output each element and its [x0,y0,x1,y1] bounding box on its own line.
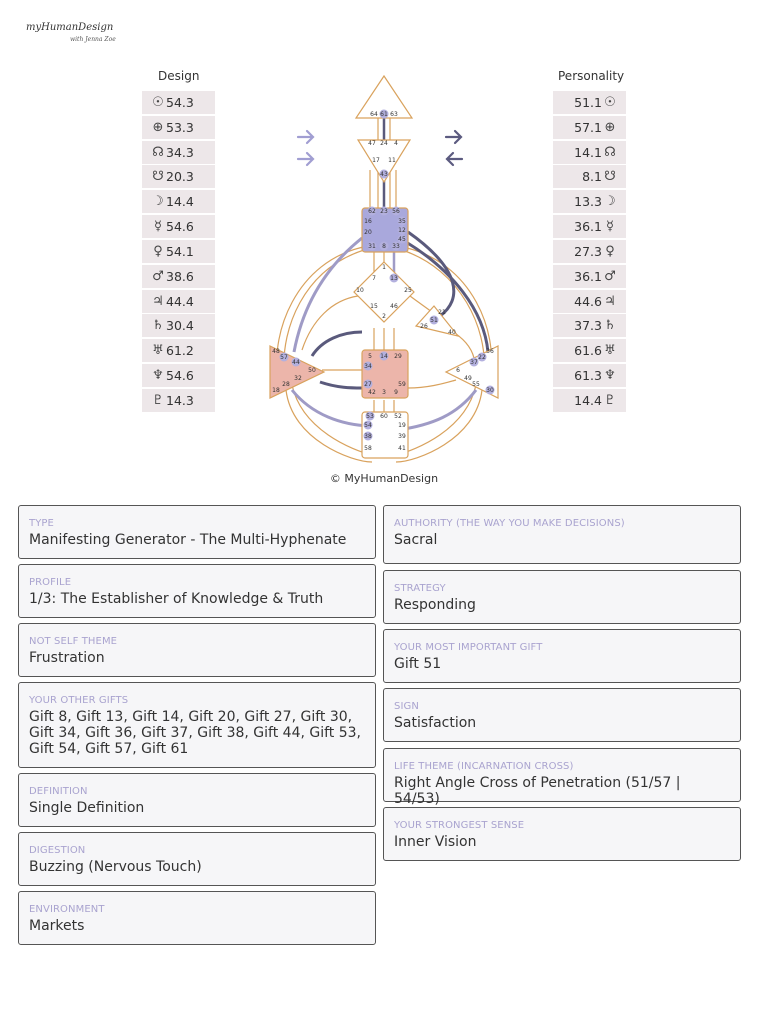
gate-label-22: 22 [478,354,486,361]
planet-gate-value: 61.6 [574,343,602,359]
gate-label-47: 47 [368,140,376,147]
planet-gate-value: 44.6 [574,293,602,309]
gate-label-37: 37 [470,359,478,366]
gate-label-6: 6 [456,367,460,374]
gate-label-27: 27 [364,381,372,388]
card-value: Sacral [394,532,438,548]
jupiter-icon: ♃ [604,293,616,309]
south-node-icon: ☋ [152,169,164,185]
gate-label-4: 4 [394,140,398,147]
planet-gate-value: 36.1 [574,268,602,284]
design-planet-row [142,91,215,114]
card-environment [18,891,376,945]
planet-gate-value: 53.3 [166,119,194,135]
card-value: Manifesting Generator - The Multi-Hyphenate [29,532,347,548]
moon-icon: ☽ [604,194,616,210]
logo-wordmark: myHumanDesign [26,22,114,33]
moon-icon: ☽ [152,194,164,210]
personality-planet-row [553,314,626,337]
gate-label-51: 51 [430,317,438,324]
card-label: AUTHORITY (THE WAY YOU MAKE DECISIONS) [394,518,625,529]
gate-label-18: 18 [272,387,280,394]
gate-label-3: 3 [382,389,386,396]
gate-label-50: 50 [308,367,316,374]
card-value: Right Angle Cross of Penetration (51/57 | 54/53) [394,775,681,807]
gate-label-16: 16 [364,218,372,225]
planet-gate-value: 44.4 [166,293,194,309]
gate-label-63: 63 [390,111,398,118]
channel-active [320,382,362,388]
gate-label-23: 23 [380,208,388,215]
card-label: DIGESTION [29,845,86,856]
card-value: Satisfaction [394,715,477,731]
channel-active [398,390,476,430]
personality-planet-row [553,240,626,263]
gate-label-45: 45 [398,236,406,243]
card-value: Frustration [29,650,105,666]
saturn-icon: ♄ [152,318,164,334]
card-label: LIFE THEME (INCARNATION CROSS) [394,761,574,772]
card-label: TYPE [29,518,54,529]
neptune-icon: ♆ [604,368,616,384]
design-planet-row [142,190,215,213]
card-type [18,505,376,559]
card-value: Gift 8, Gift 13, Gift 14, Gift 20, Gift 27, Gift 30, Gift 34, Gift 36, Gift 37, Gift 38, Gift 44, Gift 53, Gift 54, Gift 57, Gift 61 [29,709,362,757]
mercury-icon: ☿ [606,219,614,235]
card-authority [383,505,741,564]
gate-label-53: 53 [366,413,374,420]
design-planet-row [142,364,215,387]
channel-outline [277,246,368,370]
personality-planet-list [553,91,626,414]
gate-label-38: 38 [364,433,372,440]
design-planet-row [142,116,215,139]
gate-label-1: 1 [382,264,386,271]
gate-label-58: 58 [364,445,372,452]
card-value: 1/3: The Establisher of Knowledge & Truth [29,591,324,607]
gate-label-28: 28 [282,381,290,388]
design-planet-row [142,389,215,412]
card-label: ENVIRONMENT [29,904,105,915]
gate-label-21: 21 [438,309,446,316]
personality-planet-row [553,265,626,288]
planet-gate-value: 14.4 [574,392,602,408]
card-value: Markets [29,918,85,934]
card-label: STRATEGY [394,583,446,594]
pluto-icon: ♇ [604,392,616,408]
gate-label-13: 13 [390,275,398,282]
gate-label-62: 62 [368,208,376,215]
mars-icon: ♂ [152,268,164,284]
personality-planet-row [553,190,626,213]
uranus-icon: ♅ [604,343,616,359]
card-strategy [383,570,741,624]
earth-icon: ⊕ [152,119,164,135]
gate-label-20: 20 [364,229,372,236]
card-definition [18,773,376,827]
gate-label-29: 29 [394,353,402,360]
gate-label-24: 24 [380,140,388,147]
card-value: Buzzing (Nervous Touch) [29,859,202,875]
sun-icon: ☉ [604,95,616,110]
planet-gate-value: 51.1 [574,95,602,110]
card-value: Gift 51 [394,656,442,672]
gate-label-55: 55 [472,381,480,388]
planet-gate-value: 20.3 [166,169,194,185]
copyright-text: © MyHumanDesign [329,472,439,485]
card-value: Single Definition [29,800,145,816]
personality-planet-row [553,389,626,412]
planet-gate-value: 54.6 [166,368,194,384]
personality-column-title: Personality [558,69,625,83]
personality-planet-row [553,116,626,139]
design-planet-row [142,290,215,313]
planet-gate-value: 27.3 [574,243,602,259]
design-planet-row [142,240,215,263]
pluto-icon: ♇ [152,392,164,408]
card-label: YOUR MOST IMPORTANT GIFT [394,642,543,653]
gate-label-9: 9 [394,389,398,396]
design-planet-row [142,314,215,337]
gate-label-44: 44 [292,359,300,366]
card-most-important-gift [383,629,741,683]
mercury-icon: ☿ [154,219,162,235]
earth-icon: ⊕ [604,119,616,135]
gate-label-61: 61 [380,111,388,118]
saturn-icon: ♄ [604,318,616,334]
neptune-icon: ♆ [152,368,164,384]
gate-label-43: 43 [380,171,388,178]
planet-gate-value: 34.3 [166,144,194,160]
gate-label-2: 2 [382,313,386,320]
gate-label-57: 57 [280,354,288,361]
card-profile [18,564,376,618]
gate-label-25: 25 [404,287,412,294]
personality-planet-row [553,215,626,238]
gate-label-52: 52 [394,413,402,420]
gate-label-48: 48 [272,348,280,355]
gate-label-32: 32 [294,375,302,382]
channel-active [292,390,370,426]
gate-label-41: 41 [398,445,406,452]
bodygraph-chart [262,70,506,466]
design-planet-row [142,265,215,288]
design-planet-row [142,215,215,238]
card-label: DEFINITION [29,786,88,797]
planet-gate-value: 61.2 [166,343,194,359]
gate-label-10: 10 [356,287,364,294]
gate-label-40: 40 [448,329,456,336]
planet-gate-value: 61.3 [574,368,602,384]
gate-label-59: 59 [398,381,406,388]
design-planet-row [142,165,215,188]
personality-planet-row [553,91,626,114]
gate-label-14: 14 [380,353,388,360]
gate-label-19: 19 [398,422,406,429]
card-sign [383,688,741,742]
gate-label-54: 54 [364,422,372,429]
personality-planet-row [553,165,626,188]
planet-gate-value: 54.1 [166,243,194,259]
planet-gate-value: 13.3 [574,194,602,210]
design-column-title: Design [158,69,200,83]
planet-gate-value: 8.1 [582,169,602,185]
channel-active [406,242,488,352]
sun-icon: ☉ [152,95,164,110]
north-node-icon: ☊ [152,144,164,160]
personality-planet-row [553,339,626,362]
logo-tagline: with Jenna Zoe [70,36,116,43]
card-value: Responding [394,597,476,613]
design-planet-row [142,339,215,362]
planet-gate-value: 54.3 [166,95,194,110]
gate-label-8: 8 [382,243,386,250]
south-node-icon: ☋ [604,169,616,185]
personality-planet-row [553,364,626,387]
personality-planet-row [553,290,626,313]
planet-gate-value: 54.6 [166,219,194,235]
gate-label-33: 33 [392,243,400,250]
gate-label-60: 60 [380,413,388,420]
card-label: YOUR STRONGEST SENSE [394,820,525,831]
channel-outline [284,250,364,370]
gate-label-35: 35 [398,218,406,225]
jupiter-icon: ♃ [152,293,164,309]
gate-label-11: 11 [388,157,396,164]
card-label: NOT SELF THEME [29,636,118,647]
gate-label-12: 12 [398,227,406,234]
planet-gate-value: 36.1 [574,219,602,235]
card-not-self-theme [18,623,376,677]
personality-planet-row [553,141,626,164]
gate-label-42: 42 [368,389,376,396]
gate-label-34: 34 [364,363,372,370]
planet-gate-value: 57.1 [574,119,602,135]
gate-label-49: 49 [464,375,472,382]
north-node-icon: ☊ [604,144,616,160]
design-planet-row [142,141,215,164]
gate-label-46: 46 [390,303,398,310]
venus-icon: ♀ [153,243,163,259]
design-planet-list [142,91,215,414]
planet-gate-value: 38.6 [166,268,194,284]
gate-label-5: 5 [368,353,372,360]
card-other-gifts [18,682,376,768]
mars-icon: ♂ [604,268,616,284]
planet-gate-value: 30.4 [166,318,194,334]
gate-label-26: 26 [420,323,428,330]
gate-label-7: 7 [372,275,376,282]
card-digestion [18,832,376,886]
planet-gate-value: 14.3 [166,392,194,408]
gate-label-31: 31 [368,243,376,250]
channel-active [312,332,362,356]
planet-gate-value: 37.3 [574,318,602,334]
card-strongest-sense [383,807,741,861]
venus-icon: ♀ [605,243,615,259]
gate-label-39: 39 [398,433,406,440]
gate-label-56: 56 [392,208,400,215]
gate-label-15: 15 [370,303,378,310]
card-label: PROFILE [29,577,72,588]
planet-gate-value: 14.1 [574,144,602,160]
card-value: Inner Vision [394,834,477,850]
uranus-icon: ♅ [152,343,164,359]
card-label: SIGN [394,701,419,712]
gate-label-64: 64 [370,111,378,118]
gate-label-36: 36 [486,348,494,355]
planet-gate-value: 14.4 [166,194,194,210]
brand-logo [26,22,136,48]
card-life-theme [383,748,741,807]
card-label: YOUR OTHER GIFTS [29,695,129,706]
gate-label-30: 30 [486,387,494,394]
gate-label-17: 17 [372,157,380,164]
